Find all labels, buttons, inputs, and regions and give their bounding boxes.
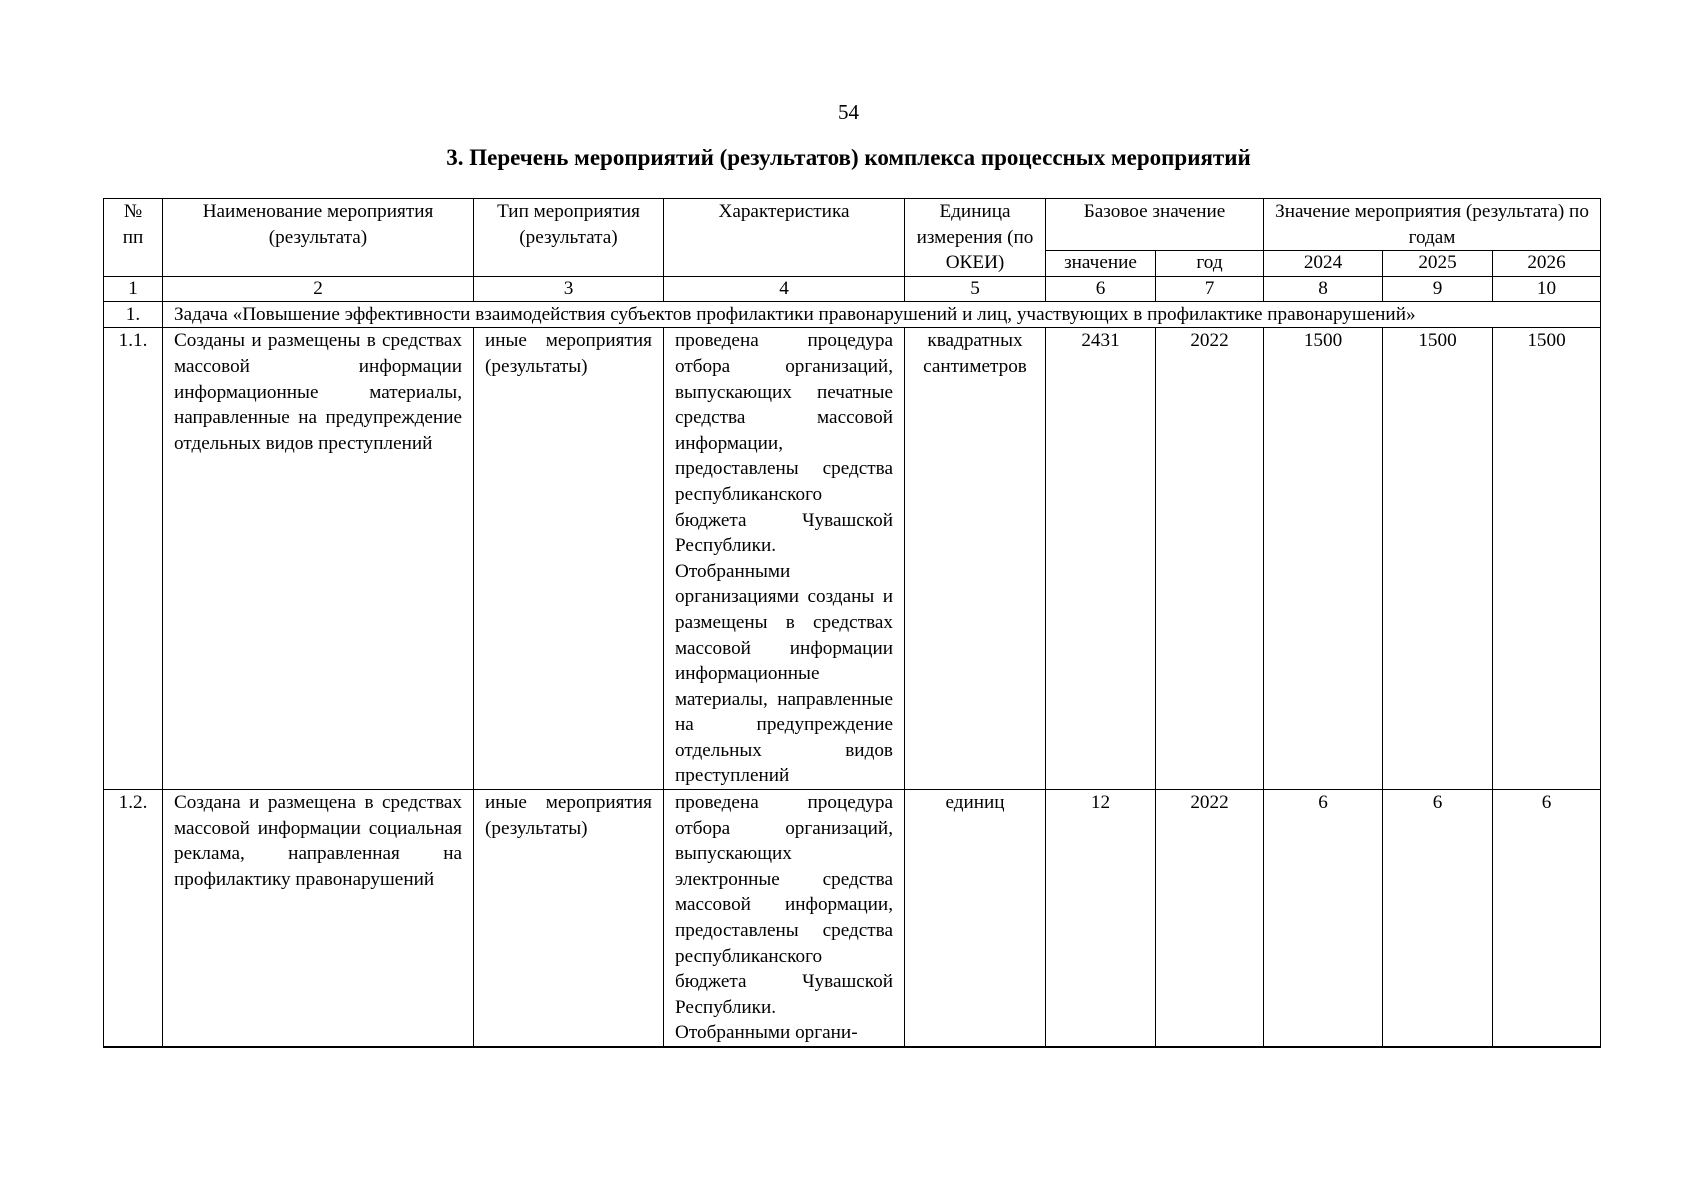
row-base-year: 2022 — [1156, 328, 1264, 790]
header-name: Наименование мероприятия (результата) — [163, 199, 474, 277]
header-year-2026: 2026 — [1493, 251, 1601, 277]
row-name: Созданы и размещены в средствах массовой информации информационные материалы, направленные на предупреждение отдельных видов преступлений — [163, 328, 474, 790]
row-num: 1.1. — [104, 328, 163, 790]
row-name: Создана и размещена в средствах массовой информации социальная реклама, направленная на профилактику правонарушений — [163, 790, 474, 1047]
row-type: иные мероприятия (результаты) — [474, 790, 664, 1047]
column-number: 6 — [1046, 276, 1156, 301]
header-num: № пп — [104, 199, 163, 277]
header-base-value: значение — [1046, 251, 1156, 277]
measures-table — [103, 198, 1601, 1048]
column-numbers-row — [104, 276, 1601, 301]
table-row — [104, 790, 1601, 1047]
column-number: 10 — [1493, 276, 1601, 301]
header-year-2024: 2024 — [1264, 251, 1383, 277]
header-row — [104, 199, 1601, 251]
row-value-2024: 6 — [1264, 790, 1383, 1047]
row-base-value: 12 — [1046, 790, 1156, 1047]
header-characteristic: Характеристика — [664, 199, 905, 277]
task-row — [104, 301, 1601, 328]
task-num: 1. — [104, 301, 163, 328]
row-num: 1.2. — [104, 790, 163, 1047]
row-unit: квадратных сантиметров — [905, 328, 1046, 790]
column-number: 5 — [905, 276, 1046, 301]
row-base-value: 2431 — [1046, 328, 1156, 790]
row-unit: единиц — [905, 790, 1046, 1047]
header-by-years: Значение мероприятия (результата) по годам — [1264, 199, 1601, 251]
row-type: иные мероприятия (результаты) — [474, 328, 664, 790]
column-number: 4 — [664, 276, 905, 301]
task-text: Задача «Повышение эффективности взаимодействия субъектов профилактики правонарушений и лиц, участвующих в профилактике правонарушений» — [163, 301, 1601, 328]
header-base-year: год — [1156, 251, 1264, 277]
column-number: 1 — [104, 276, 163, 301]
column-number: 3 — [474, 276, 664, 301]
table-row — [104, 328, 1601, 790]
row-value-2025: 1500 — [1383, 328, 1493, 790]
row-value-2025: 6 — [1383, 790, 1493, 1047]
row-characteristic: проведена процедура отбора организаций, выпускающих печатные средства массовой информации, предоставлены средства республиканского бюджета Чувашской Республики. Отобранными организациями созданы и размещены в средствах массовой информации информационные материалы, направленные на предупреждение отдельных видов преступлений — [664, 328, 905, 790]
row-base-year: 2022 — [1156, 790, 1264, 1047]
row-characteristic: проведена процедура отбора организаций, выпускающих электронные средства массовой информации, предоставлены средства республиканского бюджета Чувашской Республики. Отобранными органи- — [664, 790, 905, 1047]
page-number: 54 — [838, 100, 859, 124]
row-value-2026: 1500 — [1493, 328, 1601, 790]
row-value-2026: 6 — [1493, 790, 1601, 1047]
column-number: 8 — [1264, 276, 1383, 301]
header-unit: Единица измерения (по ОКЕИ) — [905, 199, 1046, 277]
column-number: 2 — [163, 276, 474, 301]
header-type: Тип мероприятия (результата) — [474, 199, 664, 277]
row-value-2024: 1500 — [1264, 328, 1383, 790]
column-number: 9 — [1383, 276, 1493, 301]
page-title: 3. Перечень мероприятий (результатов) комплекса процессных мероприятий — [446, 145, 1251, 170]
column-number: 7 — [1156, 276, 1264, 301]
header-base: Базовое значение — [1046, 199, 1264, 251]
header-year-2025: 2025 — [1383, 251, 1493, 277]
